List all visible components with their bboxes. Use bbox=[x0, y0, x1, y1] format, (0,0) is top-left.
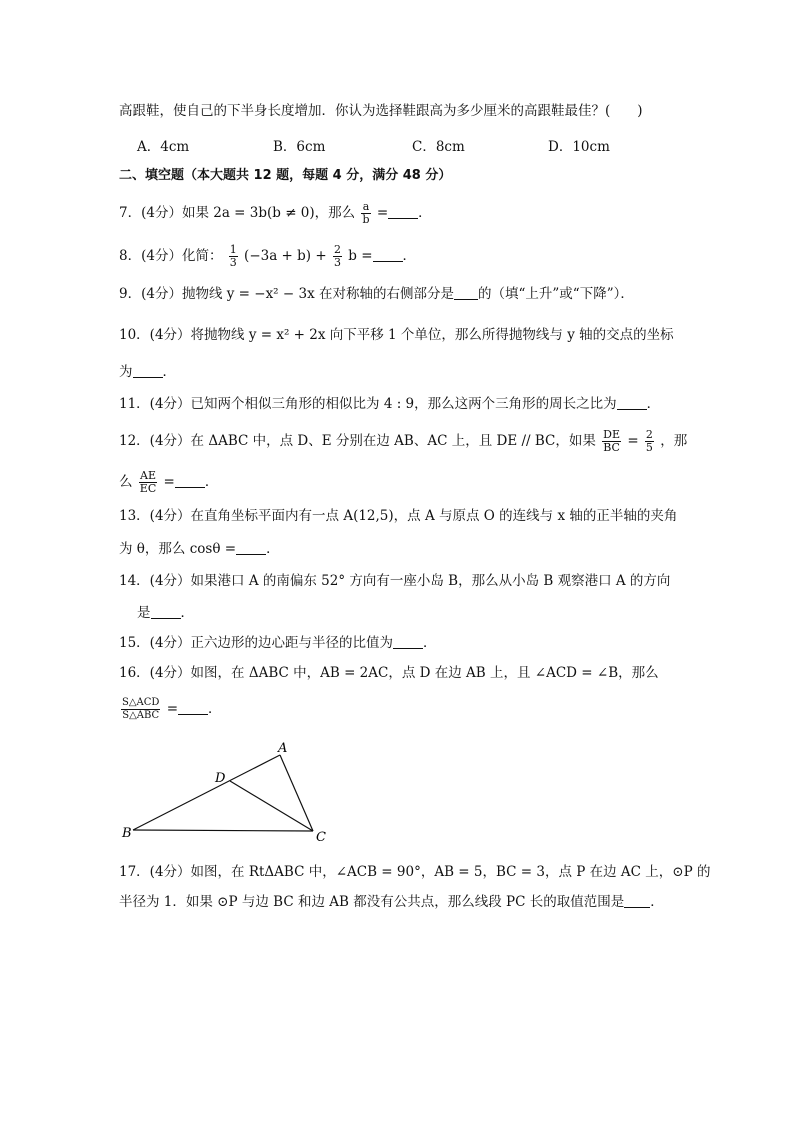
question-10-line1: 10．(4分）将抛物线 y = x² + 2x 向下平移 1 个单位，那么所得抛物线与 y 轴的交点的坐标 bbox=[119, 327, 674, 343]
question-12-line2 bbox=[119, 470, 218, 495]
question-8 bbox=[119, 244, 416, 269]
q7-equals: = bbox=[376, 205, 389, 221]
q12-fraction-de-bc bbox=[602, 429, 621, 454]
q6-option-d: D．10cm bbox=[548, 139, 610, 155]
label-a: A bbox=[278, 741, 288, 756]
label-c: C bbox=[316, 830, 326, 845]
question-12-line1 bbox=[119, 429, 687, 454]
question-13-line2 bbox=[119, 540, 280, 558]
q9-answer-blank[interactable] bbox=[454, 285, 478, 300]
q11-answer-blank[interactable] bbox=[617, 395, 647, 410]
q9-post: 的（填“上升”或“下降”）． bbox=[477, 286, 634, 302]
q12-fraction-ratio bbox=[645, 429, 654, 454]
triangle-figure bbox=[115, 735, 345, 850]
q12-line2-text: 么 bbox=[119, 474, 133, 490]
q15-text: 15．(4分）正六边形的边心距与半径的比值为 bbox=[119, 635, 394, 651]
question-11 bbox=[119, 395, 660, 413]
question-17-line1: 17．(4分）如图，在 RtΔABC 中，∠ACB = 90°，AB = 5，BC = 3，点 P 在边 AC 上，⊙P 的 bbox=[119, 864, 711, 880]
q12-post: ，那 bbox=[660, 433, 688, 449]
q12-line2-equals: = bbox=[163, 474, 175, 490]
q7-fraction bbox=[361, 201, 370, 226]
side-ab bbox=[133, 755, 280, 830]
question-15 bbox=[119, 634, 437, 652]
question-16-line1: 16．(4分）如图，在 ΔABC 中，AB = 2AC，点 D 在边 AB 上，且 ∠ACD = ∠B，那么 bbox=[119, 665, 659, 681]
q8-fraction-2 bbox=[333, 244, 342, 269]
q6-option-b: B．6cm bbox=[273, 139, 326, 155]
q13-answer-blank[interactable] bbox=[236, 540, 266, 555]
q17-line2-text: 半径为 1．如果 ⊙P 与边 BC 和边 AB 都没有公共点，那么线段 PC 长的取值范围是 bbox=[119, 894, 625, 910]
side-ac bbox=[280, 755, 313, 831]
question-7 bbox=[119, 201, 432, 226]
q14-answer-blank[interactable] bbox=[151, 604, 181, 619]
q8-fraction-1 bbox=[229, 244, 238, 269]
q6-option-c: C．8cm bbox=[412, 139, 465, 155]
q12-frac-den: BC bbox=[603, 441, 620, 454]
q7-frac-num: a bbox=[362, 200, 370, 213]
q12-text: 12．(4分）在 ΔABC 中，点 D、E 分别在边 AB、AC 上，且 DE // BC，如果 bbox=[119, 433, 596, 449]
side-bc bbox=[133, 830, 313, 831]
q8-post: b = bbox=[348, 248, 373, 264]
q11-text: 11．(4分）已知两个相似三角形的相似比为 4 : 9，那么这两个三角形的周长之比为 bbox=[119, 396, 617, 412]
q12-end: ． bbox=[204, 474, 219, 490]
q17-answer-blank[interactable] bbox=[624, 893, 650, 908]
question-10-line2 bbox=[119, 363, 176, 381]
q12-frac2-den: 5 bbox=[645, 441, 653, 454]
q8-frac2-den: 3 bbox=[333, 256, 341, 269]
q7-text: 7．(4分）如果 2a = 3b(b ≠ 0)，那么 bbox=[119, 205, 356, 221]
question-13-line1: 13．(4分）在直角坐标平面内有一点 A(12,5)，点 A 与原点 O 的连线与 x 轴的正半轴的夹角 bbox=[119, 508, 678, 524]
q8-frac1-den: 3 bbox=[229, 256, 237, 269]
q7-end: ． bbox=[418, 205, 432, 221]
q15-end: ． bbox=[423, 635, 437, 651]
q12-frac3-num: AE bbox=[140, 469, 157, 482]
q8-text: 8．(4分）化简： bbox=[119, 248, 223, 264]
q14-line2-text: 是 bbox=[137, 605, 151, 621]
q10-line2-text: 为 bbox=[119, 364, 133, 380]
q12-frac-num: DE bbox=[603, 428, 621, 441]
q7-frac-den: b bbox=[362, 213, 370, 226]
question-16-line2 bbox=[119, 697, 222, 722]
q6-option-a: A．4cm bbox=[137, 139, 190, 155]
q16-answer-blank[interactable] bbox=[178, 700, 208, 715]
q12-fraction-ae-ec bbox=[139, 470, 157, 495]
q8-frac1-num: 1 bbox=[229, 243, 237, 256]
q16-equals: = bbox=[166, 701, 179, 717]
q16-frac-num: S△ACD bbox=[122, 697, 160, 708]
q6-tail: 高跟鞋，使自己的下半身长度增加．你认为选择鞋跟高为多少厘米的高跟鞋最佳？( ) bbox=[119, 103, 643, 119]
q15-answer-blank[interactable] bbox=[393, 634, 423, 649]
q14-end: ． bbox=[180, 605, 194, 621]
segment-cd bbox=[230, 781, 313, 831]
section2-header: 二、填空题（本大题共 12 题，每题 4 分，满分 48 分） bbox=[119, 168, 452, 183]
question-9 bbox=[119, 285, 634, 303]
question-14-line1: 14．(4分）如果港口 A 的南偏东 52° 方向有一座小岛 B，那么从小岛 B 观察港口 A 的方向 bbox=[119, 573, 671, 589]
q8-mid: (−3a + b) + bbox=[244, 248, 327, 264]
q13-end: ． bbox=[266, 541, 280, 557]
q8-end: ． bbox=[402, 248, 417, 264]
q10-end: ． bbox=[162, 364, 176, 380]
q12-answer-blank[interactable] bbox=[175, 473, 205, 488]
q12-equals: = bbox=[627, 433, 639, 449]
q16-frac-den: S△ABC bbox=[122, 710, 160, 721]
question-14-line2 bbox=[137, 604, 194, 622]
q10-answer-blank[interactable] bbox=[133, 363, 163, 378]
label-b: B bbox=[122, 826, 132, 841]
q16-end: ． bbox=[208, 701, 222, 717]
q13-line2-text: 为 θ，那么 cosθ = bbox=[119, 541, 237, 557]
q12-frac2-num: 2 bbox=[645, 428, 653, 441]
q8-answer-blank[interactable] bbox=[373, 247, 403, 262]
q8-frac2-num: 2 bbox=[333, 243, 341, 256]
q11-end: ． bbox=[646, 396, 661, 412]
q9-text: 9．(4分）抛物线 y = −x² − 3x 在对称轴的右侧部分是 bbox=[119, 286, 454, 302]
question-17-line2 bbox=[119, 893, 664, 911]
q7-answer-blank[interactable] bbox=[388, 204, 418, 219]
q12-frac3-den: EC bbox=[139, 482, 157, 495]
q16-fraction-area bbox=[121, 697, 160, 722]
label-d: D bbox=[215, 771, 226, 786]
q17-end: ． bbox=[650, 894, 664, 910]
